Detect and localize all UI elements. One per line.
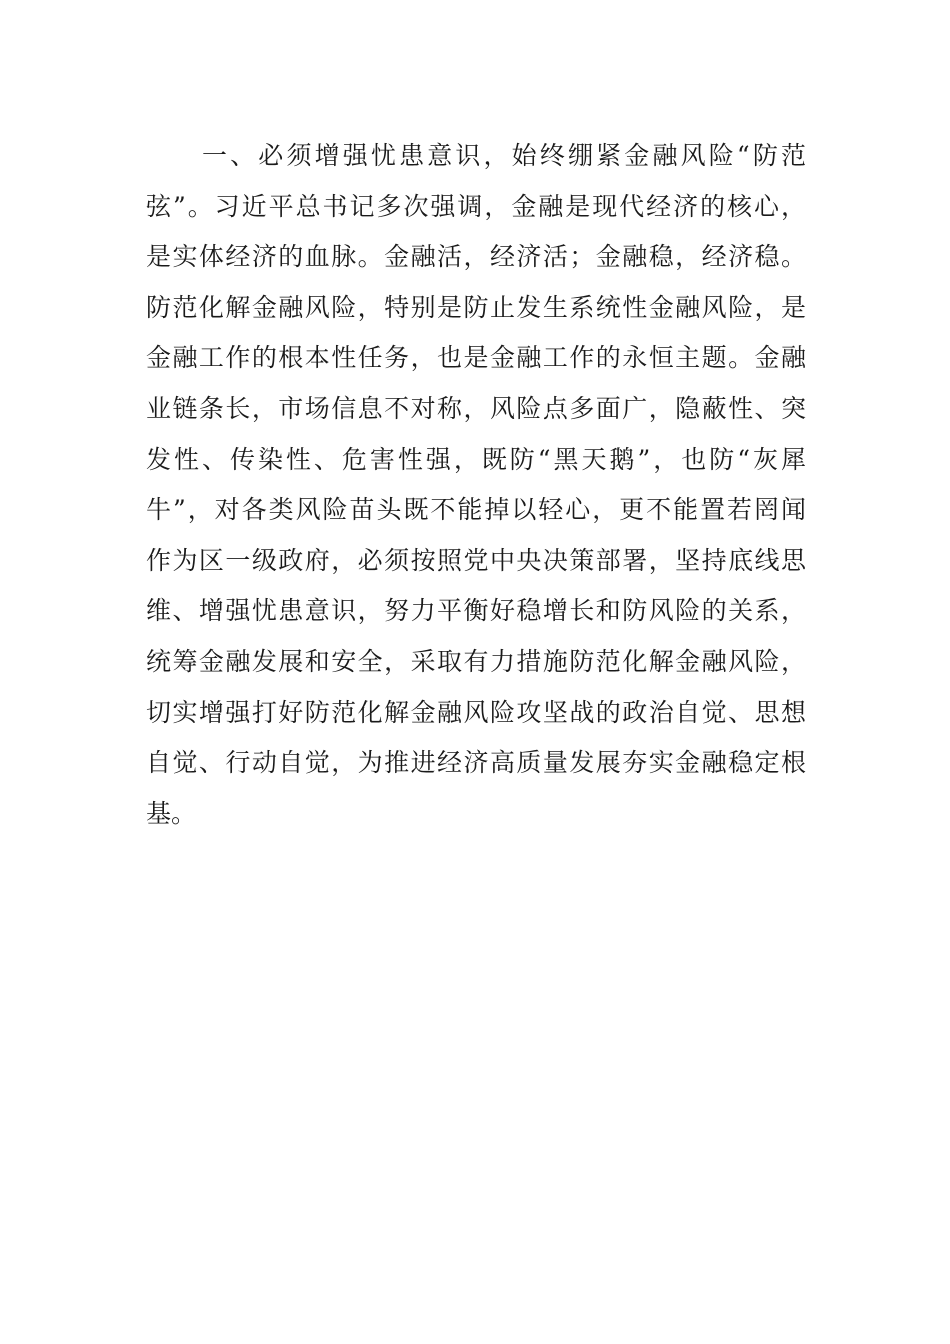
paragraph-line: 发性、传染性、危害性强，既防“黑天鹅”，也防“灰犀 bbox=[146, 444, 806, 474]
paragraph-line: 弦”。习近平总书记多次强调，金融是现代经济的核心， bbox=[146, 191, 806, 221]
paragraph-line: 牛”，对各类风险苗头既不能掉以轻心，更不能置若罔闻 bbox=[146, 495, 806, 525]
paragraph-line: 是实体经济的血脉。金融活，经济活；金融稳，经济稳。 bbox=[146, 242, 806, 272]
paragraph-line: 业链条长，市场信息不对称，风险点多面广，隐蔽性、突 bbox=[146, 393, 806, 423]
paragraph-line: 切实增强打好防范化解金融风险攻坚战的政治自觉、思想 bbox=[146, 697, 806, 727]
paragraph-line: 防范化解金融风险，特别是防止发生系统性金融风险，是 bbox=[146, 292, 806, 322]
paragraph-line: 自觉、行动自觉，为推进经济高质量发展夯实金融稳定根 bbox=[146, 748, 806, 778]
paragraph-line: 统筹金融发展和安全，采取有力措施防范化解金融风险， bbox=[146, 646, 806, 676]
paragraph-line: 基。 bbox=[146, 798, 197, 828]
paragraph-line: 维、增强忧患意识，努力平衡好稳增长和防风险的关系， bbox=[146, 596, 806, 626]
body-paragraph bbox=[146, 131, 806, 839]
paragraph-line: 金融工作的根本性任务，也是金融工作的永恒主题。金融 bbox=[146, 343, 806, 373]
paragraph-line: 一、必须增强忧患意识，始终绷紧金融风险“防范 bbox=[202, 141, 806, 170]
paragraph-line: 作为区一级政府，必须按照党中央决策部署，坚持底线思 bbox=[146, 545, 806, 575]
